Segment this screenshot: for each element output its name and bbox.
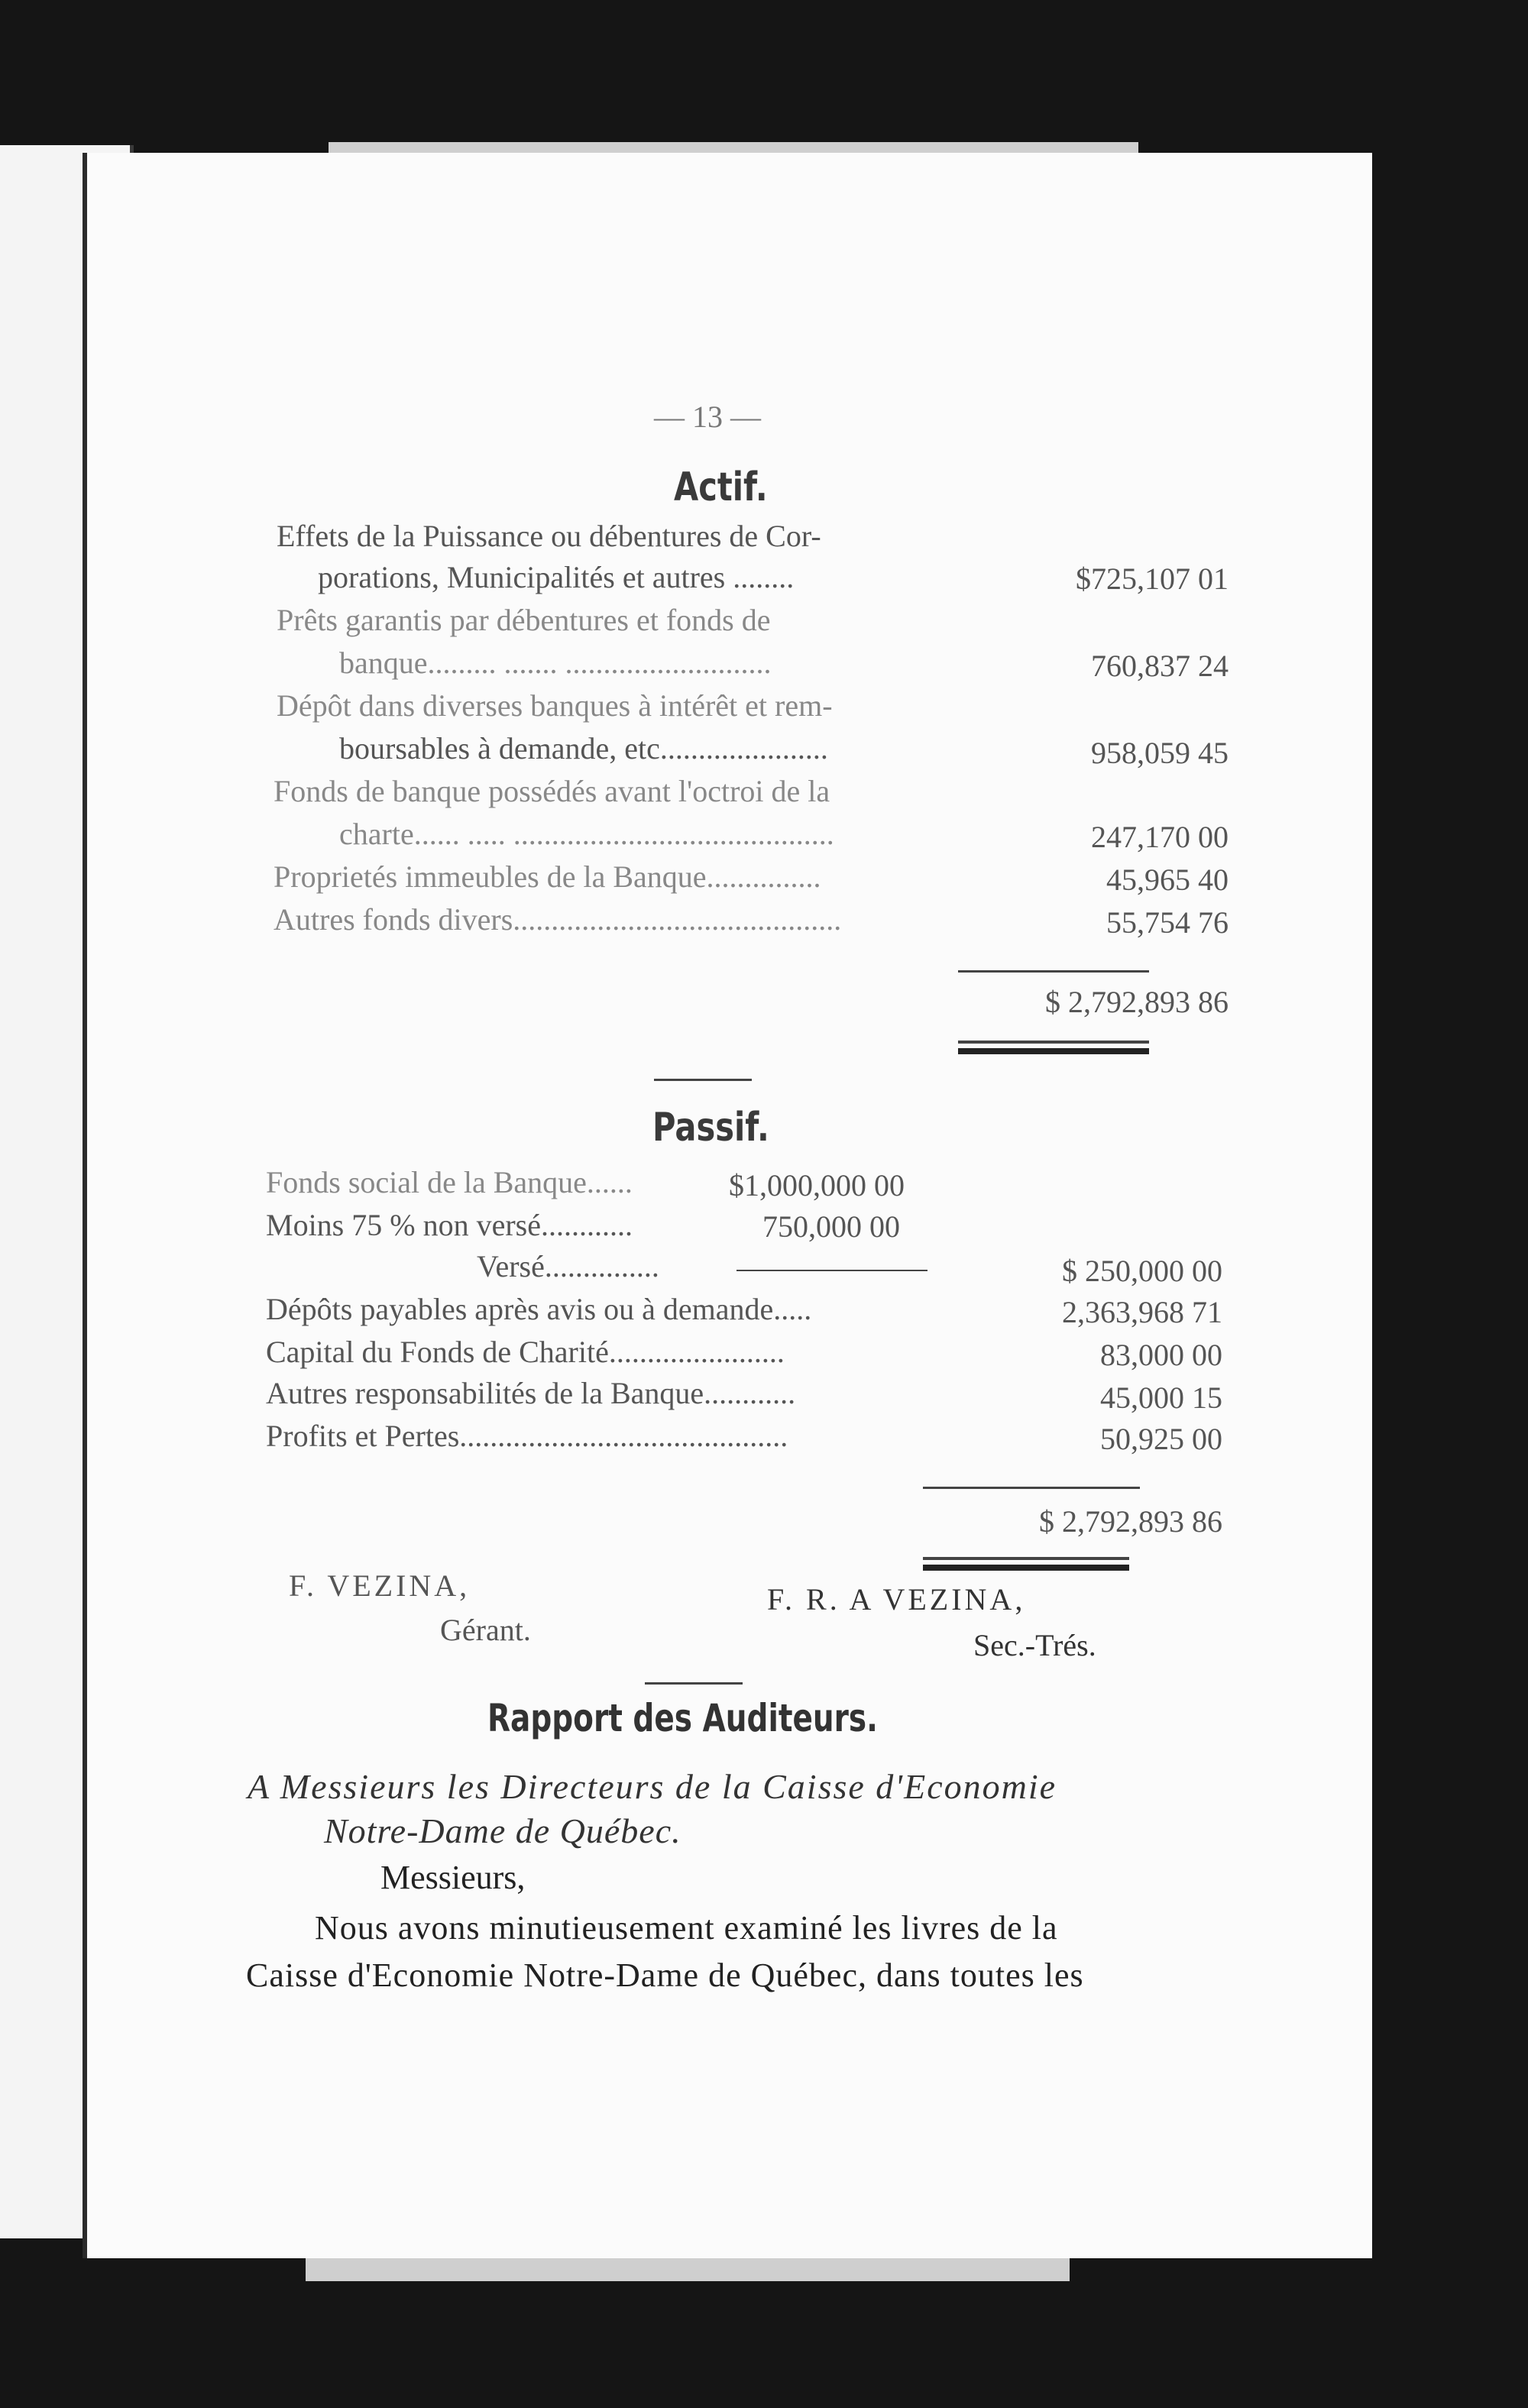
signature-right-title: Sec.-Trés. xyxy=(973,1628,1096,1662)
passif-item-3-label: Autres responsabilités de la Banque............ xyxy=(266,1376,796,1410)
passif-heading: Passif. xyxy=(652,1105,769,1151)
document-page xyxy=(83,153,1372,2258)
actif-item-2-line2: banque......... ....... ........................... xyxy=(339,646,772,680)
actif-double-rule-bottom xyxy=(958,1048,1149,1054)
actif-item-2-line1: Prêts garantis par débentures et fonds de xyxy=(277,603,771,637)
actif-item-6-amount: 55,754 76 xyxy=(1106,905,1229,940)
passif-item-3-amount: 45,000 15 xyxy=(1100,1380,1222,1415)
passif-sum-rule xyxy=(923,1487,1140,1489)
actif-sum-rule xyxy=(958,970,1149,973)
actif-item-3-line1: Dépôt dans diverses banques à intérêt et rem- xyxy=(277,688,833,723)
rapport-salutation: Messieurs, xyxy=(380,1859,526,1896)
rapport-address-line1: A Messieurs les Directeurs de la Caisse d'Economie xyxy=(248,1767,1057,1806)
signature-left-title: Gérant. xyxy=(440,1613,531,1647)
passif-item-1-amount: 2,363,968 71 xyxy=(1062,1295,1222,1329)
rapport-heading: Rapport des Auditeurs. xyxy=(487,1696,878,1740)
passif-item-4-amount: 50,925 00 xyxy=(1100,1422,1222,1456)
actif-total: $ 2,792,893 86 xyxy=(1045,985,1229,1019)
actif-item-6-line1: Autres fonds divers........................................... xyxy=(274,902,842,937)
actif-item-1-line1: Effets de la Puissance ou débentures de Cor- xyxy=(277,519,821,553)
passif-double-rule-bottom xyxy=(923,1565,1129,1571)
actif-item-5-line1: Proprietés immeubles de la Banque............... xyxy=(274,859,821,894)
passif-item-2-label: Capital du Fonds de Charité....................... xyxy=(266,1335,785,1369)
verse-amount: $ 250,000 00 xyxy=(1062,1254,1222,1288)
actif-item-3-amount: 958,059 45 xyxy=(1091,736,1229,770)
moins-label: Moins 75 % non versé............ xyxy=(266,1208,633,1242)
passif-item-4-label: Profits et Pertes........................................... xyxy=(266,1419,788,1453)
signature-left-name: F. VEZINA, xyxy=(289,1568,471,1603)
moins-amount: 750,000 00 xyxy=(762,1209,900,1244)
actif-item-4-line2: charte...... ..... .......................................... xyxy=(339,817,834,851)
actif-item-5-amount: 45,965 40 xyxy=(1106,863,1229,897)
actif-item-4-line1: Fonds de banque possédés avant l'octroi de la xyxy=(274,774,830,808)
actif-heading: Actif. xyxy=(674,464,768,510)
section-divider-1 xyxy=(654,1079,752,1081)
passif-total: $ 2,792,893 86 xyxy=(1039,1504,1222,1539)
passif-item-2-amount: 83,000 00 xyxy=(1100,1338,1222,1372)
passif-item-1-label: Dépôts payables après avis ou à demande..... xyxy=(266,1292,812,1326)
rapport-body-line2: Caisse d'Economie Notre-Dame de Québec, dans toutes les xyxy=(246,1956,1084,1994)
verse-label: Versé............... xyxy=(477,1249,659,1283)
actif-item-3-line2: boursables à demande, etc...................... xyxy=(339,731,828,765)
rapport-body-line1: Nous avons minutieusement examiné les livres de la xyxy=(315,1909,1058,1947)
rapport-address-line2: Notre-Dame de Québec. xyxy=(324,1811,681,1850)
fonds-social-amount: $1,000,000 00 xyxy=(729,1168,905,1202)
actif-double-rule-top xyxy=(958,1041,1149,1044)
page-number: — 13 — xyxy=(654,400,761,434)
passif-double-rule-top xyxy=(923,1557,1129,1560)
signature-right-name: F. R. A VEZINA, xyxy=(767,1582,1026,1617)
actif-item-1-amount: $725,107 01 xyxy=(1076,562,1229,596)
actif-item-4-amount: 247,170 00 xyxy=(1091,820,1229,854)
actif-item-2-amount: 760,837 24 xyxy=(1091,649,1229,683)
section-divider-2 xyxy=(645,1682,743,1685)
fonds-social-label: Fonds social de la Banque...... xyxy=(266,1165,633,1199)
verse-line xyxy=(736,1270,927,1271)
actif-item-1-line2: porations, Municipalités et autres ........ xyxy=(318,560,795,594)
